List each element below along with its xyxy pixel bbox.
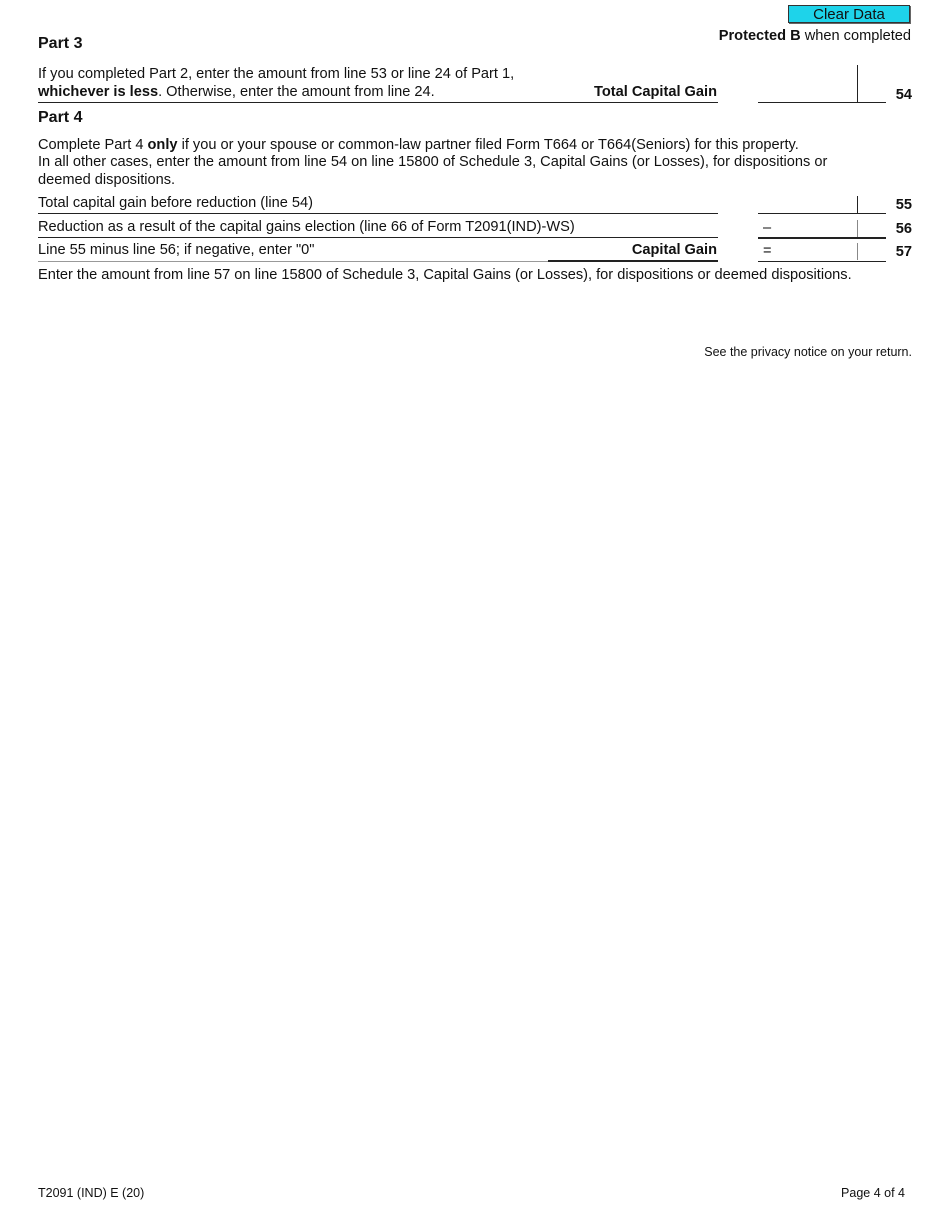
- divider: [38, 102, 718, 103]
- capital-gain-label: Capital Gain: [631, 242, 717, 258]
- line-57-input[interactable]: [775, 241, 855, 260]
- part3-instruction-line1: If you completed Part 2, enter the amount from line 53 or line 24 of Part 1,: [38, 66, 515, 82]
- protected-b-rest: when completed: [800, 28, 911, 44]
- line-number-57: 57: [895, 244, 912, 260]
- protected-b-label: Protected B: [718, 28, 801, 44]
- line-57-underline: [758, 261, 886, 262]
- total-capital-gain-label: Total Capital Gain: [594, 84, 717, 100]
- line-56-input[interactable]: [775, 218, 855, 237]
- line-number-55: 55: [895, 197, 912, 213]
- decimal-separator: [857, 65, 858, 102]
- divider: [38, 261, 548, 262]
- part4-paragraph-line2: In all other cases, enter the amount from line 54 on line 15800 of Schedule 3, Capital Gains (or Losses), for dispositions or: [38, 154, 828, 170]
- text: if you or your spouse or common-law partner filed Form T664 or T664(Seniors) for this property.: [177, 137, 799, 153]
- line-54-underline: [758, 102, 886, 103]
- line-57-label: Line 55 minus line 56; if negative, enter "0": [38, 242, 315, 258]
- line-55-underline: [758, 213, 886, 214]
- protected-b-notice: [719, 27, 911, 45]
- line-56-label: Reduction as a result of the capital gains election (line 66 of Form T2091(IND)-WS): [38, 219, 575, 235]
- decimal-separator: [857, 196, 858, 213]
- divider: [38, 237, 718, 238]
- divider: [548, 260, 718, 262]
- only-bold: only: [147, 137, 178, 153]
- line-number-56: 56: [895, 221, 912, 237]
- part4-paragraph-line1: [38, 136, 799, 154]
- part3-title: Part 3: [38, 35, 83, 52]
- minus-operator: –: [763, 220, 772, 236]
- part4-final-instruction: Enter the amount from line 57 on line 15800 of Schedule 3, Capital Gains (or Losses), for dispositions or deemed dispositions.: [38, 267, 852, 283]
- decimal-separator: [857, 220, 858, 237]
- page-number: Page 4 of 4: [841, 1186, 905, 1200]
- line-number-54: 54: [895, 87, 912, 103]
- line-55-label: Total capital gain before reduction (line 54): [38, 195, 314, 211]
- part4-paragraph-line3: deemed dispositions.: [38, 172, 176, 188]
- part3-instruction-rest: . Otherwise, enter the amount from line 24.: [158, 84, 435, 100]
- text: Complete Part 4: [38, 137, 148, 153]
- privacy-notice: See the privacy notice on your return.: [704, 345, 912, 359]
- divider: [38, 213, 718, 214]
- part3-instruction-line2: [38, 83, 435, 101]
- whichever-is-less: whichever is less: [38, 84, 159, 100]
- clear-data-button[interactable]: Clear Data: [788, 5, 910, 23]
- equals-operator: =: [763, 243, 772, 259]
- part4-title: Part 4: [38, 109, 83, 126]
- line-54-input[interactable]: [758, 80, 856, 102]
- line-55-input[interactable]: [758, 194, 856, 213]
- line-56-underline: [758, 237, 886, 239]
- form-identifier: T2091 (IND) E (20): [38, 1186, 145, 1200]
- decimal-separator: [857, 243, 858, 260]
